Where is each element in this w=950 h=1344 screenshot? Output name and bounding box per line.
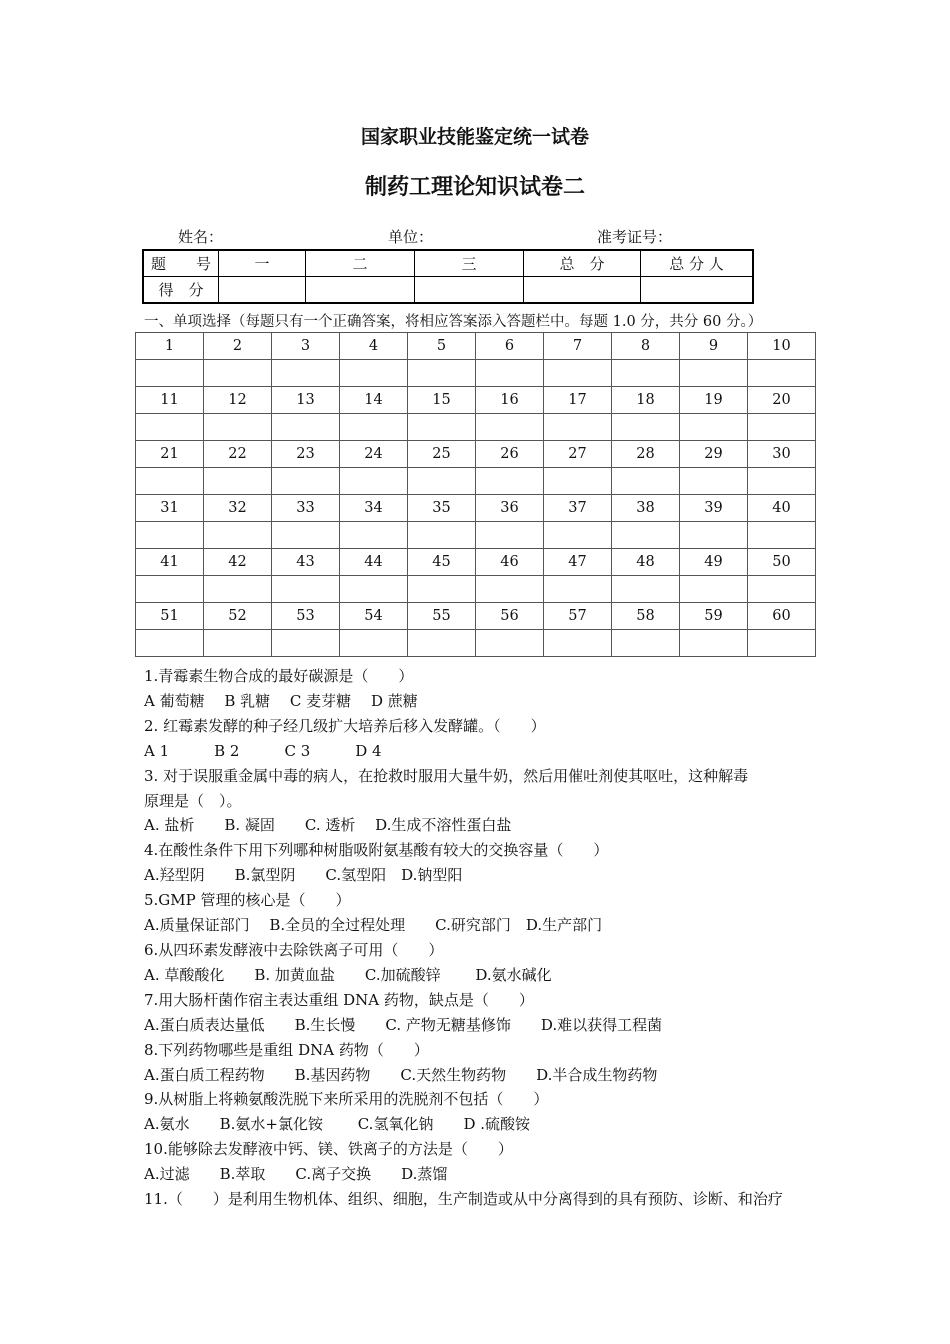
question-number-cell: 25 (408, 441, 476, 468)
score-value-row (143, 277, 753, 304)
answer-cell[interactable] (612, 576, 680, 603)
answer-cell[interactable] (544, 522, 612, 549)
question-number-cell: 59 (680, 603, 748, 630)
question-line: 2. 红霉素发酵的种子经几级扩大培养后移入发酵罐。（ ） (144, 716, 546, 735)
answer-cell[interactable] (340, 630, 408, 657)
questions-list (144, 664, 824, 1212)
answer-cell[interactable] (204, 360, 272, 387)
answer-cell[interactable] (340, 522, 408, 549)
answer-cell[interactable] (748, 576, 816, 603)
exam-subtitle: 制药工理论知识试卷二 (364, 175, 585, 200)
question-line: 1.青霉素生物合成的最好碳源是（ ） (144, 667, 414, 685)
answer-cell[interactable] (476, 360, 544, 387)
score-header-row (143, 250, 753, 277)
answer-number-row (136, 387, 816, 414)
answer-cell[interactable] (748, 468, 816, 495)
answer-cell[interactable] (204, 414, 272, 441)
answer-cell[interactable] (544, 576, 612, 603)
answer-cell[interactable] (476, 576, 544, 603)
question-number-cell: 9 (680, 333, 748, 360)
answer-cell[interactable] (272, 360, 340, 387)
question-number-cell: 36 (476, 495, 544, 522)
answer-cell[interactable] (612, 522, 680, 549)
question-number-cell: 58 (612, 603, 680, 630)
question-number-cell: 1 (136, 333, 204, 360)
question-number-cell: 29 (680, 441, 748, 468)
answer-number-row (136, 603, 816, 630)
question-number-cell: 33 (272, 495, 340, 522)
answer-blank-row (136, 414, 816, 441)
exam-title: 国家职业技能鉴定统一试卷 (360, 126, 589, 148)
question-line: A. 草酸酸化 B. 加黄血盐 C.加硫酸锌 D.氨水碱化 (144, 965, 552, 984)
name-label: 姓名： (178, 228, 224, 246)
section-title: 一、单项选择（每题只有一个正确答案，将相应答案添入答题栏中。每题 1.0 分，共分 60 分。） (144, 314, 763, 330)
answer-cell[interactable] (612, 414, 680, 441)
question-number-cell: 37 (544, 495, 612, 522)
question-number-cell: 44 (340, 549, 408, 576)
score-header-cell: 三 (415, 250, 524, 277)
score-header-cell: 总 分 (524, 250, 641, 277)
question-number-cell: 45 (408, 549, 476, 576)
answer-cell[interactable] (204, 522, 272, 549)
answer-cell[interactable] (544, 468, 612, 495)
score-cell (415, 277, 524, 304)
question-number-cell: 8 (612, 333, 680, 360)
answer-blank-row (136, 360, 816, 387)
question-line: 3. 对于误服重金属中毒的病人，在抢救时服用大量牛奶，然后用催吐剂使其呕吐，这种解毒 (144, 766, 749, 785)
question-line: A.蛋白质表达量低 B.生长慢 C. 产物无糖基修饰 D.难以获得工程菌 (144, 1015, 663, 1034)
answer-cell[interactable] (340, 360, 408, 387)
answer-blank-row (136, 522, 816, 549)
answer-cell[interactable] (408, 576, 476, 603)
answer-cell[interactable] (136, 468, 204, 495)
question-number-cell: 18 (612, 387, 680, 414)
question-line: A 葡萄糖 B 乳糖 C 麦芽糖 D 蔗糖 (144, 691, 418, 710)
question-number-cell: 3 (272, 333, 340, 360)
answer-number-row (136, 495, 816, 522)
score-table (142, 249, 754, 304)
score-row-label: 得 分 (143, 277, 219, 304)
question-number-cell: 10 (748, 333, 816, 360)
score-cell (641, 277, 754, 304)
answer-cell[interactable] (136, 360, 204, 387)
score-header-cell: 总 分 人 (641, 250, 754, 277)
answer-cell[interactable] (408, 414, 476, 441)
question-number-cell: 43 (272, 549, 340, 576)
question-number-cell: 53 (272, 603, 340, 630)
score-cell (306, 277, 415, 304)
question-number-cell: 31 (136, 495, 204, 522)
answer-cell[interactable] (680, 360, 748, 387)
question-number-cell: 5 (408, 333, 476, 360)
answer-cell[interactable] (680, 522, 748, 549)
question-number-cell: 19 (680, 387, 748, 414)
answer-cell[interactable] (612, 360, 680, 387)
answer-cell[interactable] (340, 414, 408, 441)
question-number-cell: 21 (136, 441, 204, 468)
score-header-cell: 二 (306, 250, 415, 277)
answer-cell[interactable] (204, 630, 272, 657)
answer-cell[interactable] (680, 468, 748, 495)
question-line: 9.从树脂上将赖氨酸洗脱下来所采用的洗脱剂不包括（ ） (144, 1090, 549, 1109)
question-number-cell: 55 (408, 603, 476, 630)
answer-cell[interactable] (340, 576, 408, 603)
question-line: 11.（ ）是利用生物机体、组织、细胞，生产制造或从中分离得到的具有预防、诊断、和治疗 (144, 1190, 783, 1209)
question-number-cell: 20 (748, 387, 816, 414)
answer-cell[interactable] (748, 630, 816, 657)
score-header-cell: 一 (219, 250, 306, 277)
unit-label: 单位： (388, 228, 434, 246)
question-number-cell: 38 (612, 495, 680, 522)
question-number-cell: 27 (544, 441, 612, 468)
question-number-cell: 30 (748, 441, 816, 468)
answer-table (135, 332, 816, 657)
answer-cell[interactable] (544, 414, 612, 441)
answer-cell[interactable] (476, 468, 544, 495)
question-number-cell: 54 (340, 603, 408, 630)
question-number-cell: 17 (544, 387, 612, 414)
question-line: A.过滤 B.萃取 C.离子交换 D.蒸馏 (144, 1165, 448, 1184)
answer-cell[interactable] (612, 468, 680, 495)
question-number-cell: 49 (680, 549, 748, 576)
question-number-cell: 41 (136, 549, 204, 576)
answer-cell[interactable] (544, 630, 612, 657)
question-number-cell: 2 (204, 333, 272, 360)
answer-cell[interactable] (136, 414, 204, 441)
question-number-cell: 16 (476, 387, 544, 414)
answer-cell[interactable] (408, 522, 476, 549)
question-number-cell: 34 (340, 495, 408, 522)
question-line: 10.能够除去发酵液中钙、镁、铁离子的方法是（ ） (144, 1140, 513, 1159)
answer-cell[interactable] (408, 630, 476, 657)
question-number-cell: 22 (204, 441, 272, 468)
answer-cell[interactable] (136, 522, 204, 549)
answer-cell[interactable] (680, 414, 748, 441)
question-number-cell: 56 (476, 603, 544, 630)
answer-cell[interactable] (408, 468, 476, 495)
question-number-cell: 12 (204, 387, 272, 414)
answer-cell[interactable] (748, 360, 816, 387)
question-number-cell: 7 (544, 333, 612, 360)
answer-cell[interactable] (612, 630, 680, 657)
question-number-cell: 51 (136, 603, 204, 630)
answer-cell[interactable] (272, 522, 340, 549)
question-number-cell: 57 (544, 603, 612, 630)
answer-cell[interactable] (476, 522, 544, 549)
answer-cell[interactable] (476, 630, 544, 657)
question-number-cell: 14 (340, 387, 408, 414)
question-number-cell: 60 (748, 603, 816, 630)
answer-cell[interactable] (272, 414, 340, 441)
answer-number-row (136, 549, 816, 576)
score-cell (524, 277, 641, 304)
question-number-cell: 13 (272, 387, 340, 414)
answer-cell[interactable] (340, 468, 408, 495)
question-number-cell: 11 (136, 387, 204, 414)
question-line: A.氨水 B.氨水+氯化铵 C.氢氧化钠 D .硫酸铵 (144, 1115, 531, 1134)
question-line: A.质量保证部门 B.全员的全过程处理 C.研究部门 D.生产部门 (144, 916, 603, 935)
answer-cell[interactable] (204, 576, 272, 603)
question-number-cell: 47 (544, 549, 612, 576)
question-number-cell: 48 (612, 549, 680, 576)
answer-cell[interactable] (748, 414, 816, 441)
question-line: A.羟型阴 B.氯型阴 C.氢型阳 D.钠型阳 (144, 866, 463, 885)
question-number-cell: 26 (476, 441, 544, 468)
question-line: 4.在酸性条件下用下列哪种树脂吸附氨基酸有较大的交换容量（ ） (144, 841, 609, 860)
score-header-cell: 题 号 (143, 250, 219, 277)
answer-cell[interactable] (408, 360, 476, 387)
answer-cell[interactable] (680, 576, 748, 603)
question-line: 原理是（ ）。 (144, 791, 242, 810)
answer-cell[interactable] (204, 468, 272, 495)
exam-id-label: 准考证号： (597, 228, 673, 246)
answer-number-row (136, 333, 816, 360)
answer-blank-row (136, 468, 816, 495)
question-number-cell: 28 (612, 441, 680, 468)
question-number-cell: 35 (408, 495, 476, 522)
question-line: A 1 B 2 C 3 D 4 (144, 741, 382, 760)
answer-number-row (136, 441, 816, 468)
question-number-cell: 46 (476, 549, 544, 576)
question-number-cell: 32 (204, 495, 272, 522)
answer-cell[interactable] (544, 360, 612, 387)
answer-cell[interactable] (680, 630, 748, 657)
answer-cell[interactable] (136, 630, 204, 657)
question-line: A. 盐析 B. 凝固 C. 透析 D.生成不溶性蛋白盐 (144, 816, 512, 835)
answer-blank-row (136, 576, 816, 603)
question-number-cell: 24 (340, 441, 408, 468)
question-number-cell: 50 (748, 549, 816, 576)
question-number-cell: 6 (476, 333, 544, 360)
question-number-cell: 40 (748, 495, 816, 522)
answer-cell[interactable] (476, 414, 544, 441)
question-line: 7.用大肠杆菌作宿主表达重组 DNA 药物，缺点是（ ） (144, 990, 534, 1009)
question-line: 5.GMP 管理的核心是（ ） (144, 891, 351, 910)
question-number-cell: 42 (204, 549, 272, 576)
answer-cell[interactable] (272, 576, 340, 603)
question-number-cell: 23 (272, 441, 340, 468)
score-cell (219, 277, 306, 304)
question-number-cell: 39 (680, 495, 748, 522)
question-line: 6.从四环素发酵液中去除铁离子可用（ ） (144, 940, 444, 959)
question-line: A.蛋白质工程药物 B.基因药物 C.天然生物药物 D.半合成生物药物 (144, 1065, 658, 1084)
answer-blank-row (136, 630, 816, 657)
question-number-cell: 15 (408, 387, 476, 414)
answer-cell[interactable] (272, 468, 340, 495)
question-line: 8.下列药物哪些是重组 DNA 药物（ ） (144, 1040, 429, 1059)
answer-cell[interactable] (272, 630, 340, 657)
question-number-cell: 52 (204, 603, 272, 630)
answer-cell[interactable] (136, 576, 204, 603)
question-number-cell: 4 (340, 333, 408, 360)
answer-cell[interactable] (748, 522, 816, 549)
